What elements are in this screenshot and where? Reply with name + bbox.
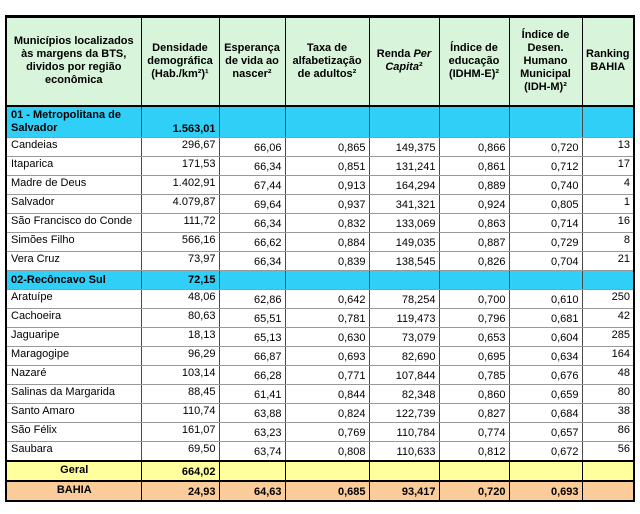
- value-cell: 164: [582, 347, 634, 366]
- value-cell: 0,642: [285, 290, 369, 309]
- value-cell: [582, 106, 634, 138]
- value-cell: 96,29: [141, 347, 219, 366]
- value-cell: 80: [582, 385, 634, 404]
- value-cell: 48: [582, 366, 634, 385]
- value-cell: 0,681: [509, 309, 582, 328]
- row-label-cell: Madre de Deus: [6, 176, 141, 195]
- value-cell: 341,321: [369, 195, 439, 214]
- value-cell: 0,659: [509, 385, 582, 404]
- value-cell: 0,796: [439, 309, 509, 328]
- value-cell: 111,72: [141, 214, 219, 233]
- value-cell: [285, 271, 369, 290]
- table-row-muni: [6, 309, 634, 328]
- value-cell: 0,805: [509, 195, 582, 214]
- table-row-muni: [6, 157, 634, 176]
- value-cell: 82,348: [369, 385, 439, 404]
- value-cell: 122,739: [369, 404, 439, 423]
- table-row-muni: [6, 385, 634, 404]
- value-cell: 0,676: [509, 366, 582, 385]
- value-cell: 0,771: [285, 366, 369, 385]
- table-row-muni: [6, 404, 634, 423]
- value-cell: 0,865: [285, 138, 369, 157]
- row-label-cell: Simões Filho: [6, 233, 141, 252]
- value-cell: 0,700: [439, 290, 509, 309]
- value-cell: [509, 461, 582, 481]
- value-cell: 110,633: [369, 442, 439, 461]
- value-cell: 80,63: [141, 309, 219, 328]
- col-header-idh-municipal: Índice de Desen. Humano Municipal (IDH-M)²: [509, 17, 582, 106]
- value-cell: 88,45: [141, 385, 219, 404]
- value-cell: 0,672: [509, 442, 582, 461]
- value-cell: 0,826: [439, 252, 509, 271]
- value-cell: 0,844: [285, 385, 369, 404]
- table-row-muni: [6, 328, 634, 347]
- value-cell: 0,839: [285, 252, 369, 271]
- value-cell: 0,887: [439, 233, 509, 252]
- value-cell: 16: [582, 214, 634, 233]
- row-label-cell: São Félix: [6, 423, 141, 442]
- value-cell: [509, 106, 582, 138]
- renda-italic: Per Capita: [385, 48, 432, 74]
- table-row-muni: [6, 366, 634, 385]
- value-cell: 566,16: [141, 233, 219, 252]
- value-cell: 103,14: [141, 366, 219, 385]
- col-header-taxa-alfabetizacao: Taxa de alfabetização de adultos²: [285, 17, 369, 106]
- value-cell: 64,63: [219, 481, 285, 501]
- value-cell: 138,545: [369, 252, 439, 271]
- value-cell: [219, 461, 285, 481]
- row-label-cell: Vera Cruz: [6, 252, 141, 271]
- value-cell: 65,13: [219, 328, 285, 347]
- value-cell: 73,97: [141, 252, 219, 271]
- value-cell: 664,02: [141, 461, 219, 481]
- value-cell: [369, 271, 439, 290]
- value-cell: 0,781: [285, 309, 369, 328]
- value-cell: 0,729: [509, 233, 582, 252]
- row-label-cell: Itaparica: [6, 157, 141, 176]
- value-cell: [285, 461, 369, 481]
- value-cell: 0,695: [439, 347, 509, 366]
- row-label-cell: 02-Recôncavo Sul: [6, 271, 141, 290]
- value-cell: 0,693: [509, 481, 582, 501]
- value-cell: 21: [582, 252, 634, 271]
- table-row-muni: [6, 195, 634, 214]
- value-cell: 86: [582, 423, 634, 442]
- value-cell: 1: [582, 195, 634, 214]
- row-label-cell: Salinas da Margarida: [6, 385, 141, 404]
- value-cell: 0,740: [509, 176, 582, 195]
- row-label-cell: Jaguaripe: [6, 328, 141, 347]
- value-cell: 0,774: [439, 423, 509, 442]
- value-cell: 110,74: [141, 404, 219, 423]
- value-cell: 48,06: [141, 290, 219, 309]
- row-label-cell: Salvador: [6, 195, 141, 214]
- value-cell: 0,769: [285, 423, 369, 442]
- value-cell: 18,13: [141, 328, 219, 347]
- value-cell: 107,844: [369, 366, 439, 385]
- value-cell: 0,657: [509, 423, 582, 442]
- value-cell: 131,241: [369, 157, 439, 176]
- table-row-muni: [6, 347, 634, 366]
- value-cell: 38: [582, 404, 634, 423]
- value-cell: 42: [582, 309, 634, 328]
- table-row-muni: [6, 442, 634, 461]
- value-cell: [285, 106, 369, 138]
- value-cell: 149,375: [369, 138, 439, 157]
- value-cell: 0,604: [509, 328, 582, 347]
- value-cell: 0,889: [439, 176, 509, 195]
- value-cell: 72,15: [141, 271, 219, 290]
- value-cell: 66,34: [219, 252, 285, 271]
- value-cell: 8: [582, 233, 634, 252]
- value-cell: 0,704: [509, 252, 582, 271]
- value-cell: 0,884: [285, 233, 369, 252]
- value-cell: 0,685: [285, 481, 369, 501]
- value-cell: 0,634: [509, 347, 582, 366]
- value-cell: [582, 461, 634, 481]
- table-row-muni: [6, 138, 634, 157]
- renda-suffix: ²: [418, 61, 423, 74]
- value-cell: 66,87: [219, 347, 285, 366]
- value-cell: 0,832: [285, 214, 369, 233]
- value-cell: 0,808: [285, 442, 369, 461]
- value-cell: 1.563,01: [141, 106, 219, 138]
- value-cell: [582, 271, 634, 290]
- col-header-municipios: Municípios localizados às margens da BTS, dividos por região econômica: [6, 17, 141, 106]
- value-cell: 62,86: [219, 290, 285, 309]
- value-cell: 13: [582, 138, 634, 157]
- value-cell: 296,67: [141, 138, 219, 157]
- value-cell: 0,720: [509, 138, 582, 157]
- value-cell: 0,824: [285, 404, 369, 423]
- table-body: [6, 106, 634, 501]
- table-row-region1: [6, 106, 634, 138]
- table-row-muni: [6, 233, 634, 252]
- col-header-esperanca-de-vida: Esperança de vida ao nascer²: [219, 17, 285, 106]
- value-cell: 4.079,87: [141, 195, 219, 214]
- value-cell: 66,62: [219, 233, 285, 252]
- value-cell: 63,88: [219, 404, 285, 423]
- value-cell: [369, 461, 439, 481]
- value-cell: 66,34: [219, 157, 285, 176]
- renda-prefix: Renda: [376, 48, 414, 61]
- value-cell: [219, 106, 285, 138]
- value-cell: 0,712: [509, 157, 582, 176]
- value-cell: 66,06: [219, 138, 285, 157]
- row-label-cell: São Francisco do Conde: [6, 214, 141, 233]
- row-label-cell: Geral: [6, 461, 141, 481]
- table-row-muni: [6, 290, 634, 309]
- value-cell: 67,44: [219, 176, 285, 195]
- row-label-cell: Aratuípe: [6, 290, 141, 309]
- table-row-muni: [6, 214, 634, 233]
- value-cell: 164,294: [369, 176, 439, 195]
- value-cell: 250: [582, 290, 634, 309]
- row-label-cell: Santo Amaro: [6, 404, 141, 423]
- value-cell: 93,417: [369, 481, 439, 501]
- row-label-cell: Maragogipe: [6, 347, 141, 366]
- value-cell: 0,866: [439, 138, 509, 157]
- value-cell: 82,690: [369, 347, 439, 366]
- value-cell: 63,23: [219, 423, 285, 442]
- value-cell: 0,693: [285, 347, 369, 366]
- value-cell: 0,630: [285, 328, 369, 347]
- value-cell: [439, 271, 509, 290]
- value-cell: 69,50: [141, 442, 219, 461]
- value-cell: 73,079: [369, 328, 439, 347]
- value-cell: 63,74: [219, 442, 285, 461]
- value-cell: 0,863: [439, 214, 509, 233]
- value-cell: 0,610: [509, 290, 582, 309]
- value-cell: 24,93: [141, 481, 219, 501]
- col-header-ranking-bahia: Ranking BAHIA: [582, 17, 634, 106]
- value-cell: 161,07: [141, 423, 219, 442]
- value-cell: 0,653: [439, 328, 509, 347]
- value-cell: 4: [582, 176, 634, 195]
- value-cell: 17: [582, 157, 634, 176]
- row-label-cell: Candeias: [6, 138, 141, 157]
- table-row-region2: [6, 271, 634, 290]
- value-cell: 0,860: [439, 385, 509, 404]
- table-row-bahia: [6, 481, 634, 501]
- value-cell: [439, 461, 509, 481]
- value-cell: 0,861: [439, 157, 509, 176]
- value-cell: 0,714: [509, 214, 582, 233]
- bts-municipalities-table: [5, 15, 635, 502]
- col-header-indice-educacao: Índice de educação (IDHM-E)²: [439, 17, 509, 106]
- value-cell: 285: [582, 328, 634, 347]
- value-cell: 56: [582, 442, 634, 461]
- value-cell: 149,035: [369, 233, 439, 252]
- value-cell: 78,254: [369, 290, 439, 309]
- row-label-cell: 01 - Metropolitana de Salvador: [6, 106, 141, 138]
- row-label-cell: Saubara: [6, 442, 141, 461]
- value-cell: 65,51: [219, 309, 285, 328]
- table-row-geral: [6, 461, 634, 481]
- value-cell: [509, 271, 582, 290]
- value-cell: 0,913: [285, 176, 369, 195]
- table-row-muni: [6, 252, 634, 271]
- table-row-muni: [6, 176, 634, 195]
- value-cell: 0,684: [509, 404, 582, 423]
- value-cell: 1.402,91: [141, 176, 219, 195]
- value-cell: 0,812: [439, 442, 509, 461]
- value-cell: 61,41: [219, 385, 285, 404]
- value-cell: [369, 106, 439, 138]
- value-cell: [219, 271, 285, 290]
- value-cell: 69,64: [219, 195, 285, 214]
- row-label-cell: Cachoeira: [6, 309, 141, 328]
- value-cell: 171,53: [141, 157, 219, 176]
- row-label-cell: BAHIA: [6, 481, 141, 501]
- header-row: [6, 17, 634, 106]
- value-cell: 110,784: [369, 423, 439, 442]
- col-header-renda-per-capita: [369, 17, 439, 106]
- value-cell: [439, 106, 509, 138]
- value-cell: 0,937: [285, 195, 369, 214]
- col-header-densidade-demografica: Densidade demográfica (Hab./km²)¹: [141, 17, 219, 106]
- value-cell: 0,827: [439, 404, 509, 423]
- table-row-muni: [6, 423, 634, 442]
- value-cell: 0,720: [439, 481, 509, 501]
- value-cell: 119,473: [369, 309, 439, 328]
- value-cell: 133,069: [369, 214, 439, 233]
- value-cell: 66,34: [219, 214, 285, 233]
- value-cell: 0,924: [439, 195, 509, 214]
- value-cell: 0,785: [439, 366, 509, 385]
- row-label-cell: Nazaré: [6, 366, 141, 385]
- value-cell: 66,28: [219, 366, 285, 385]
- value-cell: 0,851: [285, 157, 369, 176]
- value-cell: [582, 481, 634, 501]
